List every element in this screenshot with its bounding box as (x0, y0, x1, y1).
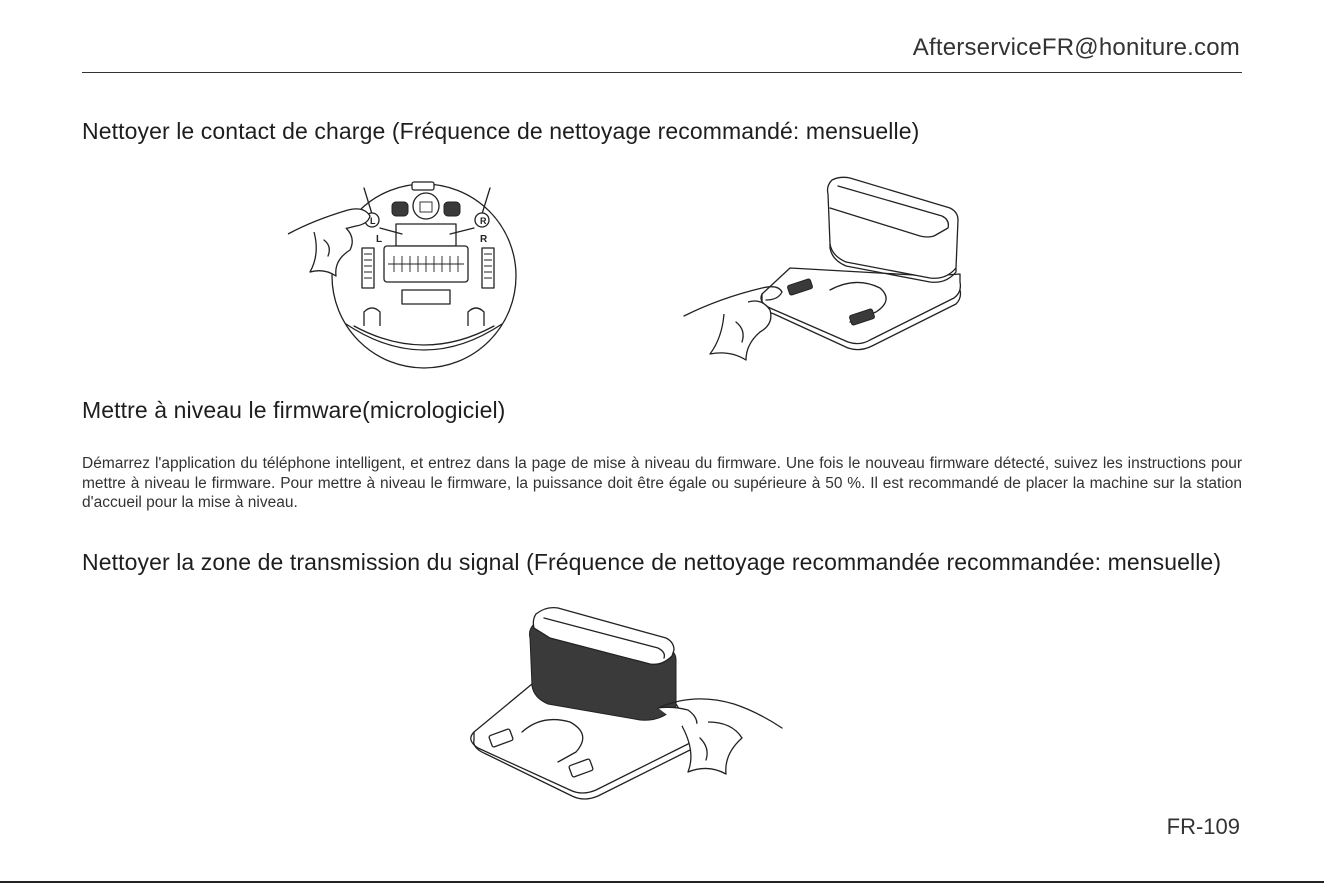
header-email: AfterserviceFR@honiture.com (912, 34, 1240, 61)
section-heading-signal-zone: Nettoyer la zone de transmission du signal (Fréquence de nettoyage recommandée recommandée: mensuelle) (82, 549, 1222, 575)
section-heading-firmware: Mettre à niveau le firmware(micrologiciel) (82, 397, 506, 423)
robot-label-right: R (480, 234, 488, 245)
robot-bottom-cleaning-illustration (284, 176, 534, 372)
page-number: FR-109 (1166, 814, 1240, 839)
svg-text:L: L (370, 216, 376, 226)
dock-signal-zone-illustration (462, 604, 792, 804)
dock-charging-contact-illustration (680, 172, 970, 370)
svg-text:R: R (480, 216, 487, 226)
section-heading-charge-contact: Nettoyer le contact de charge (Fréquence de nettoyage recommandé: mensuelle) (82, 118, 920, 144)
header-divider (82, 72, 1242, 73)
firmware-paragraph: Démarrez l'application du téléphone intelligent, et entrez dans la page de mise à niveau du firmware. Une fois le nouveau firmware détecté, suivez les instructions pour mettre à niveau le firmware. Pour mettre à niveau le firmware, la puissance doit être égale ou supérieure à 50 %. Il est recommandé de placer la machine sur la station d'accueil pour la mise à niveau. (82, 455, 1242, 511)
robot-label-left: L (376, 234, 383, 245)
